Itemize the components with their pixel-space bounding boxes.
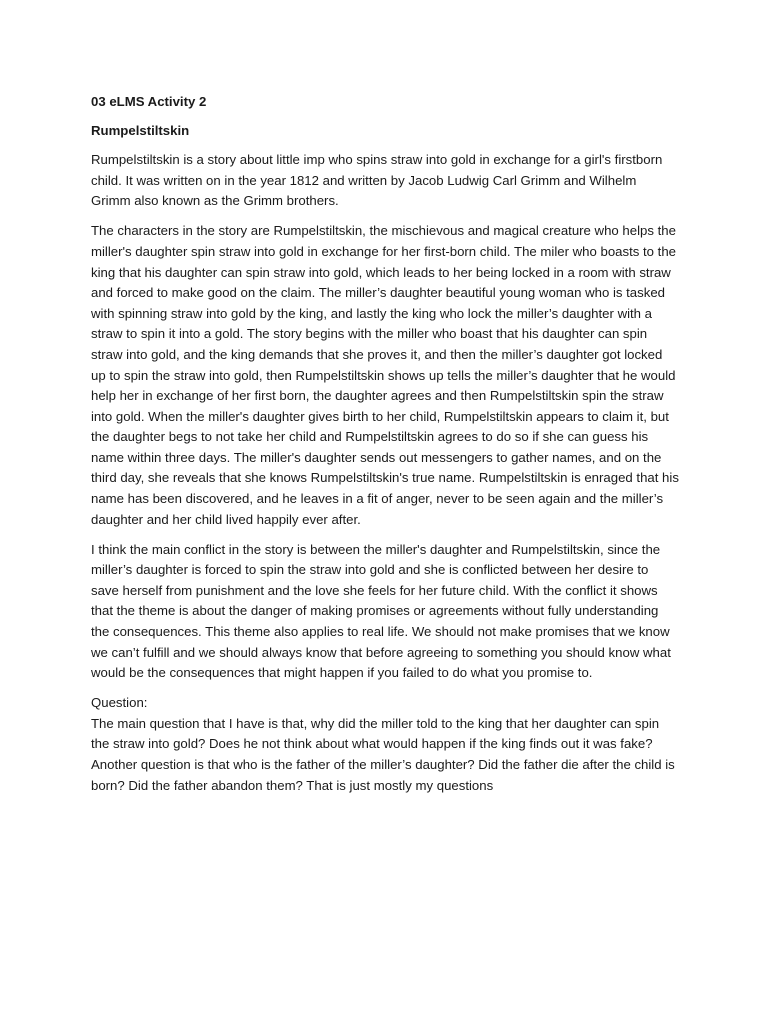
paragraph-characters-plot: The characters in the story are Rumpelstiltskin, the mischievous and magical creature who helps the miller's daughter spin straw into gold in exchange for her first-born child. The miler who boasts to the king that his daughter can spin straw into gold, which leads to her being locked in a room with straw and forced to make good on the claim. The miller’s daughter beautiful young woman who is tasked with spinning straw into gold by the king, and lastly the king who lock the miller’s daughter with a straw to spin it into a gold. The story begins with the miller who boast that his daughter can spin straw into gold, and the king demands that she proves it, and then the miller’s daughter got locked up to spin the straw into gold, then Rumpelstiltskin shows up tells the miller’s daughter that he would help her in exchange of her first born, the daughter agrees and then Rumpelstiltskin spin the straw into gold. When the miller's daughter gives birth to her child, Rumpelstiltskin appears to claim it, but the daughter begs to not take her child and Rumpelstiltskin agrees to do so if she can guess his name within three days. The miller's daughter sends out messengers to gather names, and on the third day, she reveals that she knows Rumpelstiltskin's true name. Rumpelstiltskin is enraged that his name has been discovered, and he leaves in a fit of anger, never to be seen again and the miller’s daughter and her child lived happily ever after.: [91, 223, 679, 527]
paragraph-intro: Rumpelstiltskin is a story about little imp who spins straw into gold in exchange for a girl's firstborn child. It was written on in the year 1812 and written by Jacob Ludwig Carl Grimm and Wilhelm Grimm also known as the Grimm brothers.: [91, 152, 663, 209]
question-label: Question:: [91, 695, 148, 711]
activity-title: 03 eLMS Activity 2: [91, 94, 207, 109]
question-text: The main question that I have is that, why did the miller told to the king that her daughter can spin the straw into gold? Does he not think about what would happen if the king finds out it was fake? Another question is that who is the father of the miller’s daughter? Did the father die after the child is born? Did the father abandon them? That is just mostly my questions: [91, 715, 675, 793]
document-page: [91, 92, 679, 796]
story-title: Rumpelstiltskin: [91, 123, 190, 139]
paragraph-conflict-theme: I think the main conflict in the story is between the miller's daughter and Rumpelstiltskin, since the miller’s daughter is forced to spin the straw into gold and she is conflicted between her desire to save herself from punishment and the love she feels for her future child. With the conflict it shows that the theme is about the danger of making promises or agreements without fully understanding the consequences. This theme also applies to real life. We should not make promises that we know we can’t fulfill and we should always know that before agreeing to something you should know what would be the consequences that might happen if you failed to do what you promise to.: [91, 541, 671, 681]
